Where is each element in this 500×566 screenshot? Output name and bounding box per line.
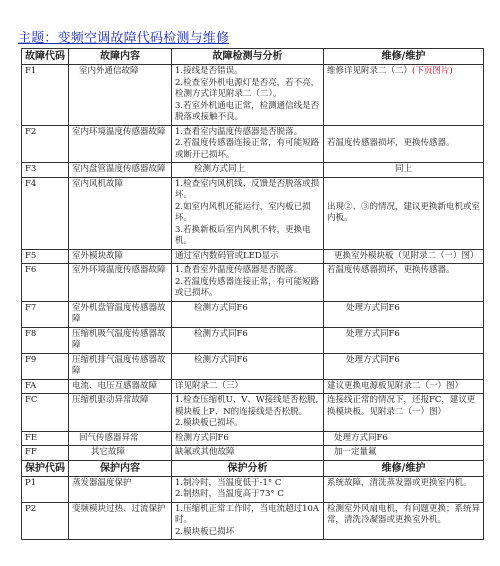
table-row: [22, 502, 484, 540]
header2-analysis: 保护分析: [172, 460, 324, 476]
fault-content: 室内环境温度传感器故障: [69, 125, 172, 163]
fault-analysis: 检测方式同上: [172, 163, 324, 178]
fault-analysis: 检测方式同F6: [172, 431, 324, 446]
table-row: [22, 177, 484, 249]
analysis-line: 2.若温度传感器连接正常，有可能短路或断开已损坏。: [175, 138, 320, 160]
header2-content: 保护内容: [69, 460, 172, 476]
fault-repair: 处理方式同F6: [324, 353, 484, 379]
header2-repair: 维修/维护: [324, 460, 484, 476]
fault-code: FE: [22, 431, 69, 446]
fault-analysis: [172, 65, 324, 126]
header-analysis: 故障检测与分析: [172, 49, 324, 65]
analysis-line: 2.制热时，当温度高于73° C: [175, 489, 284, 499]
table-row: [22, 476, 484, 502]
fault-analysis: [172, 125, 324, 163]
table-row: [22, 446, 484, 461]
analysis-line: 2.如室内风机还能运行，室内板已损坏。: [175, 201, 311, 223]
fault-content: 室外机盘管温度传感器故障: [69, 301, 172, 327]
table-row: [22, 301, 484, 327]
fault-analysis: [172, 264, 324, 302]
protection-code: P1: [22, 476, 69, 502]
fault-repair: 若温度传感器损坏，更换传感器。: [324, 264, 484, 302]
fault-code: F5: [22, 249, 69, 264]
fault-code: F3: [22, 163, 69, 178]
fault-repair: [324, 65, 484, 126]
fault-code: FF: [22, 446, 69, 461]
fault-content: 回气传感器异常: [69, 431, 172, 446]
table-row: [22, 379, 484, 394]
fault-code: FA: [22, 379, 69, 394]
protection-repair: 系统故障，清洗蒸发器或更换室内机。: [324, 476, 484, 502]
fault-code: FC: [22, 394, 69, 432]
page-title: 主题：变频空调故障代码检测与维修: [18, 31, 230, 46]
table-row: [22, 327, 484, 353]
analysis-line: 1.压缩机正常工作时，当电流超过10A时。: [175, 503, 320, 525]
fault-repair: 处理方式同F6: [324, 327, 484, 353]
analysis-line: 3.若室外机通电正常，检测通信线是否脱落或接触不良。: [175, 100, 320, 122]
fault-repair: 同上: [324, 163, 484, 178]
fault-analysis: [172, 394, 324, 432]
protection-code: P2: [22, 502, 69, 540]
fault-content: 其它故障: [69, 446, 172, 461]
table-row: [22, 394, 484, 432]
fault-repair: 若温度传感器损坏，更换传感器。: [324, 125, 484, 163]
repair-note: (下页图片): [412, 66, 453, 76]
table-row: [22, 264, 484, 302]
header-code: 故障代码: [22, 49, 69, 65]
header-repair: 维修/维护: [324, 49, 484, 65]
table-row: [22, 125, 484, 163]
protection-content: 变频模块过热、过流保护: [69, 502, 172, 540]
analysis-line: 1.制冷时，当温度低于-1° C: [175, 477, 282, 488]
analysis-line: 2.若温度传感器连接正常，有可能短路或已损坏。: [175, 276, 320, 298]
table-row: [22, 249, 484, 264]
fault-code: F2: [22, 125, 69, 163]
analysis-line: 1.查看室内温度传感器是否脱落。: [175, 126, 303, 137]
fault-repair: 处理方式同F6: [324, 301, 484, 327]
fault-repair: 处理方式同F6: [324, 431, 484, 446]
fault-content: 压缩机排气温度传感器故障: [69, 353, 172, 379]
fault-repair: 更换室外模块板（见附录二（一）图）: [324, 249, 484, 264]
fault-repair: 出现②、③的情况，建议更换新电机或室内板。: [324, 177, 484, 249]
fault-content: 压缩机吸气温度传感器故障: [69, 327, 172, 353]
protection-analysis: [172, 476, 324, 502]
analysis-line: 3.若换新板后室内风机不转，更换电机。: [175, 224, 311, 246]
fault-code: F4: [22, 177, 69, 249]
fault-content: 室外环境温度传感器故障: [69, 264, 172, 302]
table-header-row: [22, 49, 484, 65]
fault-content: 室外模块故障: [69, 249, 172, 264]
header-content: 故障内容: [69, 49, 172, 65]
fault-content: 压缩机驱动异常故障: [69, 394, 172, 432]
fault-code-table: [21, 48, 484, 540]
protection-header-row: [22, 460, 484, 476]
fault-code: F1: [22, 65, 69, 126]
fault-analysis: 通过室内数码管或LED显示: [172, 249, 324, 264]
table-row: [22, 353, 484, 379]
protection-content: 蒸发器温度保护: [69, 476, 172, 502]
analysis-line: 1.检查室内风机线、反馈是否脱落或损坏。: [175, 178, 320, 200]
table-row: [22, 65, 484, 126]
fault-analysis: 检测方式同F6: [172, 327, 324, 353]
fault-analysis: 缺氟或其他故障: [172, 446, 324, 461]
fault-content: 室内外通信故障: [69, 65, 172, 126]
fault-repair: 加一定量氟: [324, 446, 484, 461]
fault-content: 室内盘管温度传感器故障: [69, 163, 172, 178]
fault-repair: 建议更换电源板见附录二（一）图）: [324, 379, 484, 394]
fault-code: F6: [22, 264, 69, 302]
fault-code: F8: [22, 327, 69, 353]
analysis-line: 1.接线是否错误。: [175, 66, 243, 76]
analysis-line: 1.检查压缩机U、V、W接线是否松脱,模块板上P、N的连接线是否松脱。: [175, 395, 319, 417]
fault-code: F7: [22, 301, 69, 327]
repair-text: 维修详见附录二（二）: [327, 66, 413, 76]
fault-content: 室内风机故障: [69, 177, 172, 249]
table-row: [22, 431, 484, 446]
fault-analysis: 检测方式同F6: [172, 301, 324, 327]
fault-content: 电流、电压互感器故障: [69, 379, 172, 394]
analysis-line: 2.检查室外机电源灯是否亮，若不亮，检测方式详见附录二（二）。: [175, 77, 320, 99]
table-row: [22, 163, 484, 178]
analysis-line: 2.模块板已损坏。: [175, 418, 243, 428]
analysis-line: 1.查看室外温度传感器是否脱落。: [175, 265, 303, 275]
fault-analysis: [172, 177, 324, 249]
fault-analysis: 检测方式同F6: [172, 353, 324, 379]
analysis-line: 2.模块板已损坏: [175, 526, 235, 537]
fault-code: F9: [22, 353, 69, 379]
header2-code: 保护代码: [22, 460, 69, 476]
fault-repair: 连接线正常的情况下，还报FC，建议更换模块板。见附录二（一）图）: [324, 394, 484, 432]
protection-repair: 检测室外风扇电机，有问题更换；系统异常，清洗冷凝器或更换室外机。: [324, 502, 484, 540]
fault-analysis: 详见附录二（三）: [172, 379, 324, 394]
protection-analysis: [172, 502, 324, 540]
